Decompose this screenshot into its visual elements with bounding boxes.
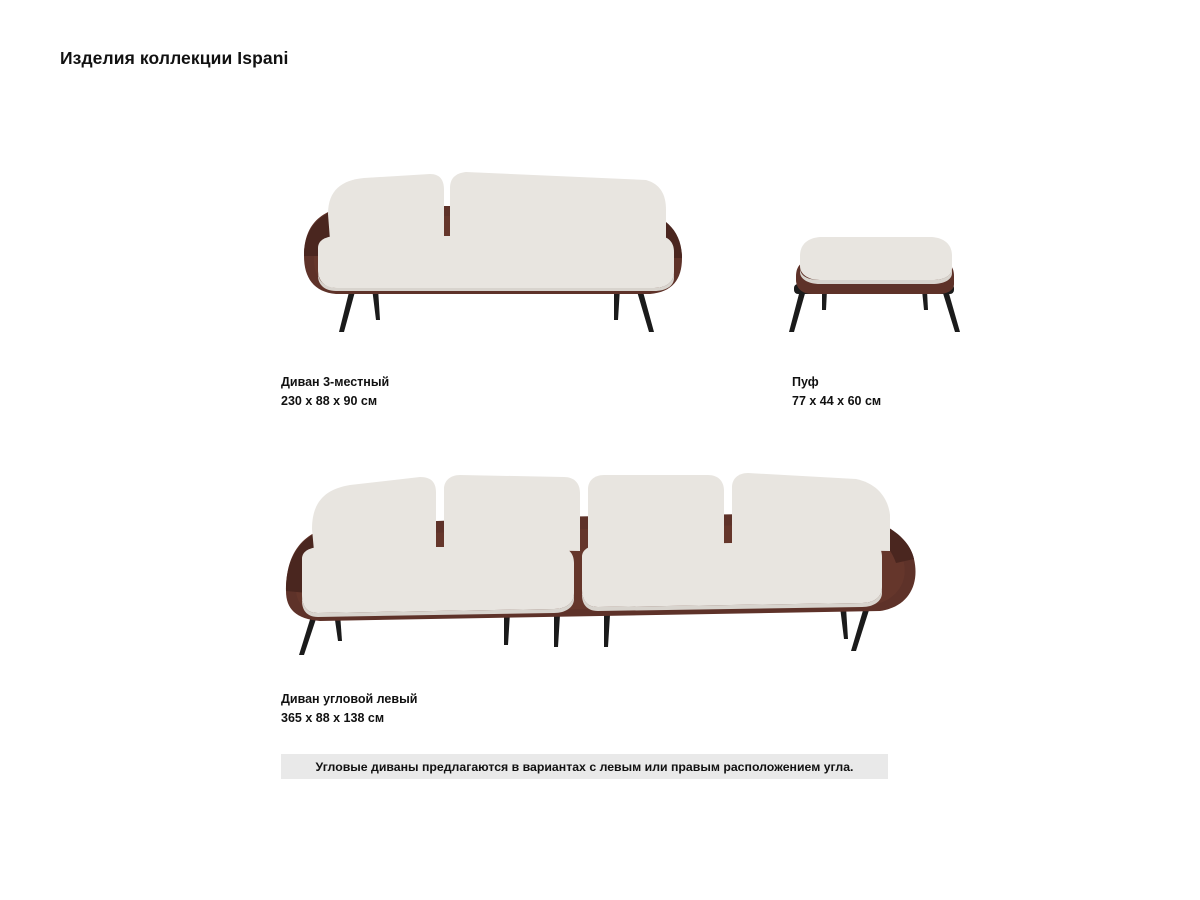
product-dimensions: 230 x 88 x 90 см bbox=[281, 394, 378, 408]
sofa-back-cushion-left bbox=[328, 174, 444, 240]
pouf-legs bbox=[789, 290, 960, 332]
product-image-sofa-3-seat bbox=[268, 160, 708, 350]
product-dimensions: 77 x 44 x 60 см bbox=[792, 394, 882, 408]
note-text: Угловые диваны предлагаются в вариантах с левым или правым расположением угла. bbox=[315, 759, 854, 774]
corner-seat-cushion-right bbox=[582, 541, 882, 607]
note-bar bbox=[281, 754, 888, 779]
pouf-cushion bbox=[800, 237, 952, 280]
product-name: Диван 3-местный bbox=[281, 375, 390, 389]
caption-corner-sofa-left bbox=[281, 690, 417, 728]
product-name: Диван угловой левый bbox=[281, 692, 418, 706]
corner-back-cushion-3 bbox=[588, 475, 724, 549]
corner-seat-cushion-left bbox=[302, 547, 574, 613]
corner-back-cushion-1 bbox=[312, 477, 436, 551]
caption-sofa-3-seat bbox=[281, 373, 389, 411]
sofa-legs bbox=[339, 288, 654, 332]
product-dimensions: 365 x 88 x 138 см bbox=[281, 711, 385, 725]
sofa-seat-cushion bbox=[318, 236, 674, 288]
caption-pouf bbox=[792, 373, 881, 411]
page-title: Изделия коллекции Ispani bbox=[60, 48, 289, 68]
corner-back-cushion-4 bbox=[732, 473, 890, 551]
product-image-corner-sofa-left bbox=[268, 455, 948, 670]
product-name: Пуф bbox=[792, 375, 819, 389]
corner-back-cushion-2 bbox=[444, 475, 580, 551]
sofa-back-cushion-right bbox=[450, 172, 666, 242]
product-image-pouf bbox=[782, 232, 972, 342]
